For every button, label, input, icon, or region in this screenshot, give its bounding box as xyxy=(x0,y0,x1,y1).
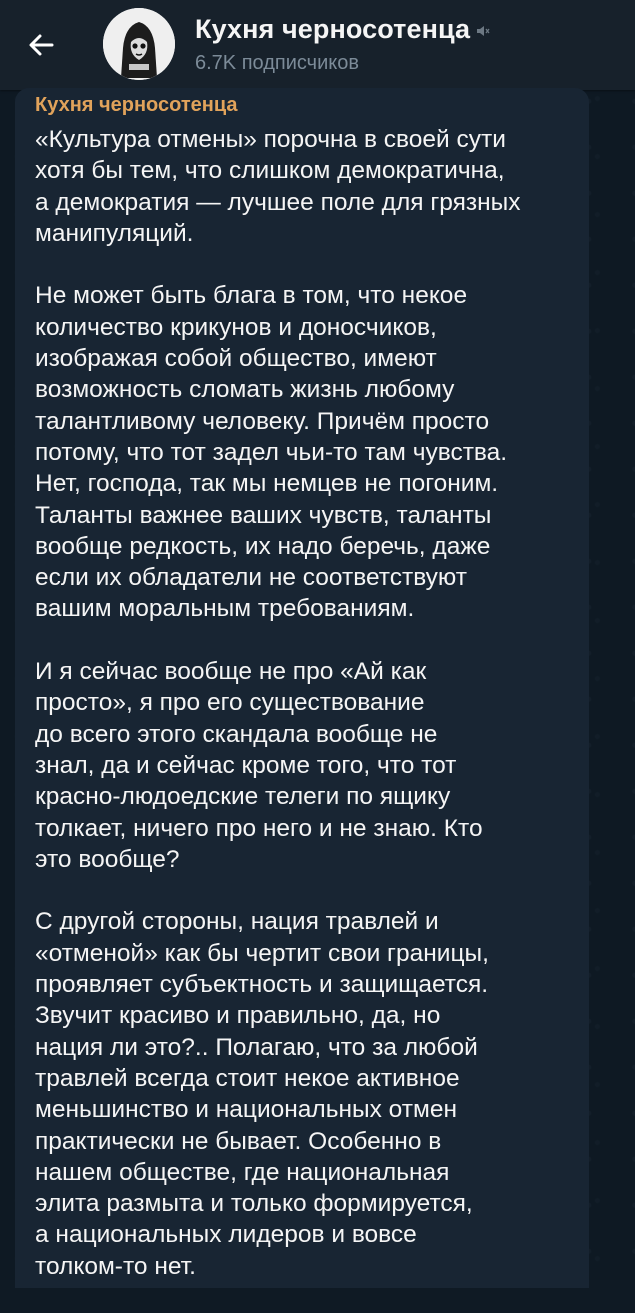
channel-title: Кухня черносотенца xyxy=(195,14,471,44)
channel-avatar[interactable] xyxy=(103,8,175,80)
mute-icon xyxy=(476,24,490,38)
message-paragraph: И я сейчас вообще не про «Ай как просто», я про его существование до всего этого скандала вообще не знал, да и сейчас кроме того, что тот красно-людоедские телеги по ящику толкает, ничего про него и не знаю. Кто это вообще? xyxy=(35,658,483,873)
back-button[interactable] xyxy=(18,22,64,68)
message-bubble[interactable] xyxy=(15,88,589,1288)
arrow-left-icon xyxy=(26,30,56,60)
subscriber-count: 6.7K подписчиков xyxy=(195,52,359,74)
chat-header xyxy=(0,0,635,90)
message-paragraph: «Культура отмены» порочна в своей сути хотя бы тем, что слишком демократична, а демократия — лучшее поле для грязных манипуляций. xyxy=(35,126,521,247)
message-paragraph: Не может быть блага в том, что некое количество крикунов и доносчиков, изображая собой общество, имеют возможность сломать жизнь любому талантливому человеку. Причём просто потому, что тот задел чьи-то там чувства. Нет, господа, так мы немцев не погоним. Таланты важнее ваших чувств, таланты вообще редкость, их надо беречь, даже если их обладатели не соответствуют вашим моральным требованиям. xyxy=(35,282,508,623)
title-row[interactable] xyxy=(195,14,490,45)
message-author[interactable]: Кухня черносотенца xyxy=(35,94,238,116)
message-paragraph: С другой стороны, нация травлей и «отменой» как бы чертит свои границы, проявляет субъектность и защищается. Звучит красиво и правильно, да, но нация ли это?.. Полагаю, что за любой травлей всегда стоит некое активное меньшинство и национальных отмен практически не бывает. Особенно в нашем обществе, где национальная элита размыта и только формируется, а национальных лидеров и вовсе толком-то нет. xyxy=(35,908,489,1280)
avatar-image xyxy=(103,8,175,80)
message-text xyxy=(35,124,580,1313)
